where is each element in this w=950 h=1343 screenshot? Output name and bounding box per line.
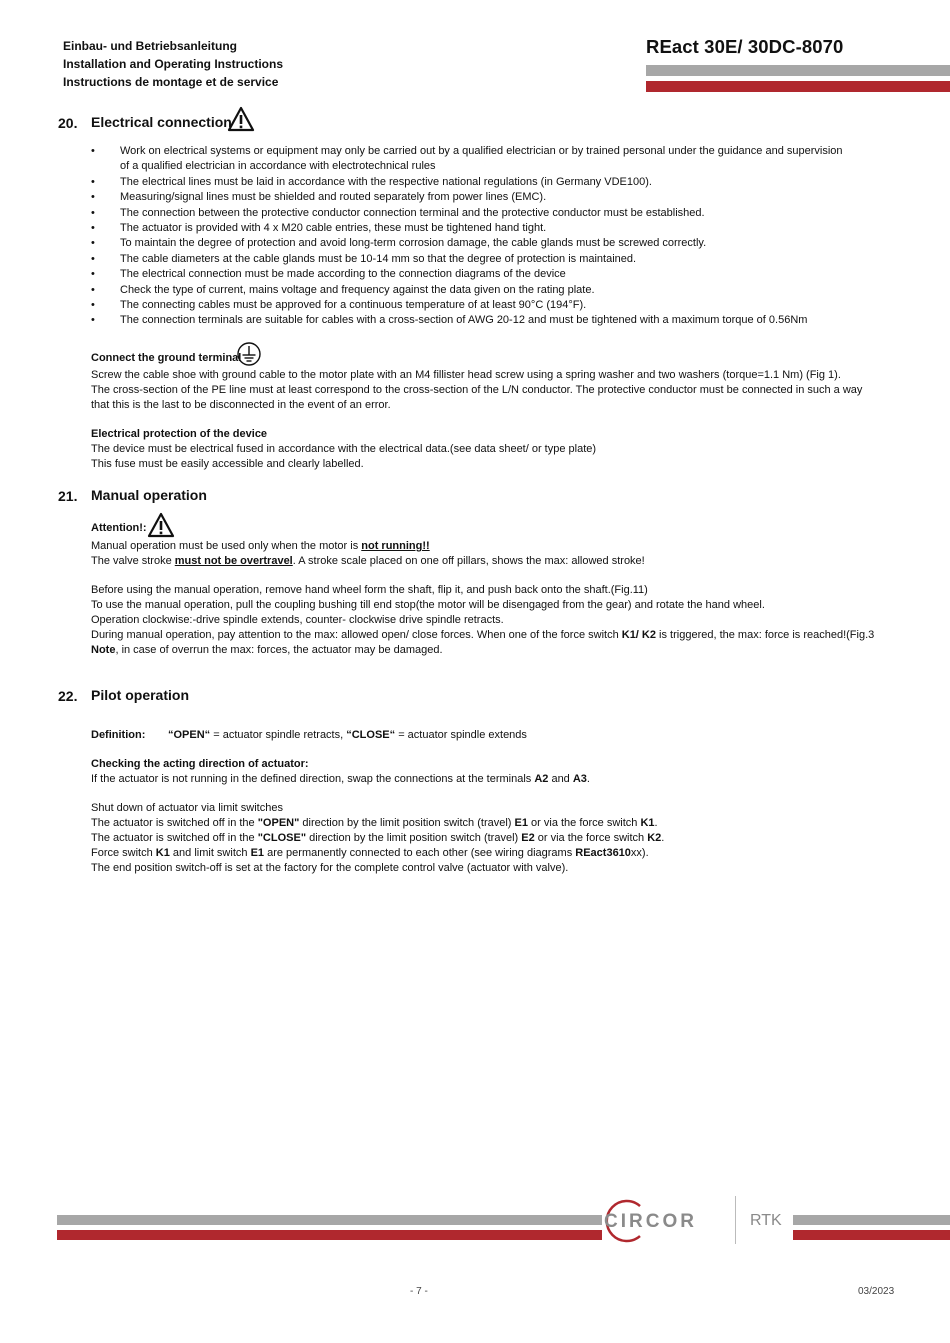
- bullet-symbol: •: [91, 175, 95, 188]
- acting-direction-heading: Checking the acting direction of actuator:: [91, 758, 309, 770]
- list-item: • Check the type of current, mains voltage and frequency against the data given on the rating plate.: [91, 283, 851, 298]
- list-item: • Measuring/signal lines must be shielded and routed separately from power lines (EMC).: [91, 190, 851, 205]
- logo-divider: [735, 1196, 736, 1244]
- bullet-symbol: •: [91, 314, 95, 327]
- electrical-protection-text: The device must be electrical fused in accordance with the electrical data.(see data sheet/ or type plate) This fuse must be easily accessible and clearly labelled.: [91, 443, 597, 470]
- bullet-symbol: •: [91, 222, 95, 235]
- footer-grey-bar-right: [793, 1215, 950, 1225]
- bullet-symbol: •: [91, 283, 95, 296]
- definition-label: Definition:: [91, 729, 146, 741]
- electrical-protection-heading: Electrical protection of the device: [91, 428, 268, 440]
- bullet-symbol: •: [91, 299, 95, 312]
- manual-operation-warning: Manual operation must be used only when the motor is not running!! The valve stroke must not be overtravel. A stroke scale placed on one off pillars, shows the max: allowed stroke!: [91, 540, 645, 567]
- list-item: • The actuator is provided with 4 x M20 cable entries, these must be tightened hand tight.: [91, 221, 851, 236]
- circor-logo: CIRCOR: [604, 1211, 697, 1232]
- acting-direction-block: Checking the acting direction of actuator: If the actuator is not running in the defined direction, swap the connections at the terminals A2 and A3.: [91, 758, 590, 785]
- footer-grey-bar-left: [57, 1215, 602, 1225]
- section-21-title: Manual operation: [91, 487, 207, 503]
- section-21-number: 21.: [58, 488, 78, 504]
- header-red-bar: [646, 81, 950, 92]
- list-item: • Work on electrical systems or equipment may only be carried out by a qualified electrician or by trained personal under the guidance and supervision of a qualified electrician in accordance with electrotechnical rules: [91, 145, 843, 173]
- manual-operation-instructions: Before using the manual operation, remove hand wheel form the shaft, flip it, and push back onto the shaft.(Fig.11) To use the manual operation, pull the coupling bushing till end stop(the motor will be disengaged from the gear) and rotate the hand wheel. Operation clockwise:-drive spindle extends, counter- clockwise drive spindle retracts. During manual operation, pay attention to the max: allowed open/ close forces. When one of the force switch K1/ K2 is triggered, the max: force is reached!(Fig.3 Note, in case of overrun the max: forces, the actuator may be damaged.: [91, 584, 875, 656]
- bullet-symbol: •: [91, 252, 95, 265]
- bullet-symbol: •: [91, 206, 95, 219]
- list-item: • The electrical connection must be made according to the connection diagrams of the device: [91, 267, 851, 282]
- section-20-title: Electrical connection: [91, 114, 232, 130]
- limit-switch-block: Shut down of actuator via limit switches The actuator is switched off in the "OPEN" direction by the limit position switch (travel) E1 or via the force switch K1. The actuator is switched off in the "CLOSE" direction by the limit position switch (travel) E2 or via the force switch K2. Force switch K1 and limit switch E1 are permanently connected to each other (see wiring diagrams REact3610xx). The end position switch-off is set at the factory for the complete control valve (actuator with valve).: [91, 802, 665, 874]
- header-title-fr: Instructions de montage et de service: [63, 75, 279, 89]
- header-title-en: Installation and Operating Instructions: [63, 57, 284, 71]
- definition-line: Definition: “OPEN“ = actuator spindle retracts, “CLOSE“ = actuator spindle extends: [91, 729, 527, 741]
- electrical-rules-list: [91, 144, 851, 329]
- footer-red-bar-left: [57, 1230, 602, 1240]
- warning-triangle-icon: [227, 106, 255, 132]
- bullet-symbol: •: [91, 237, 95, 250]
- header-titles: [63, 37, 283, 91]
- section-22-title: Pilot operation: [91, 687, 189, 703]
- document-date: 03/2023: [858, 1286, 895, 1297]
- warning-triangle-icon: [147, 512, 175, 538]
- section-22-number: 22.: [58, 688, 78, 704]
- list-item: • The cable diameters at the cable glands must be 10-14 mm so that the degree of protection is maintained.: [91, 252, 851, 267]
- list-item: • To maintain the degree of protection and avoid long-term corrosion damage, the cable glands must be screwed correctly.: [91, 236, 851, 251]
- list-item: • The connecting cables must be approved for a continuous temperature of at least 90°C (194°F).: [91, 298, 851, 313]
- bullet-symbol: •: [91, 191, 95, 204]
- list-item: • The connection terminals are suitable for cables with a cross-section of AWG 20-12 and must be tightened with a maximum torque of 0.56Nm: [91, 313, 851, 328]
- page-number: - 7 -: [410, 1286, 428, 1297]
- attention-label: Attention!:: [91, 522, 147, 534]
- limit-switch-heading: Shut down of actuator via limit switches: [91, 802, 283, 814]
- header-grey-bar: [646, 65, 950, 76]
- bullet-symbol: •: [91, 145, 95, 157]
- ground-symbol-icon: [236, 341, 262, 367]
- list-item: • The connection between the protective conductor connection terminal and the protective conductor must be established.: [91, 206, 851, 221]
- list-item: • The electrical lines must be laid in accordance with the respective national regulations (in Germany VDE100).: [91, 175, 851, 190]
- bullet-symbol: •: [91, 268, 95, 281]
- ground-terminal-heading: Connect the ground terminal: [91, 352, 242, 364]
- product-name: REact 30E/ 30DC-8070: [646, 36, 844, 57]
- header-title-de: Einbau- und Betriebsanleitung: [63, 39, 238, 53]
- rtk-logo: RTK: [750, 1212, 782, 1229]
- section-20-number: 20.: [58, 115, 78, 131]
- footer-red-bar-right: [793, 1230, 950, 1240]
- ground-terminal-text: Screw the cable shoe with ground cable to the motor plate with an M4 fillister head screw using a spring washer and two washers (torque=1.1 Nm) (Fig 1). The cross-section of the PE line must at least correspond to the cross-section of the L/N conductor. The protective conductor must be connected in such a way that this is the last to be disconnected in the event of an error.: [91, 369, 863, 411]
